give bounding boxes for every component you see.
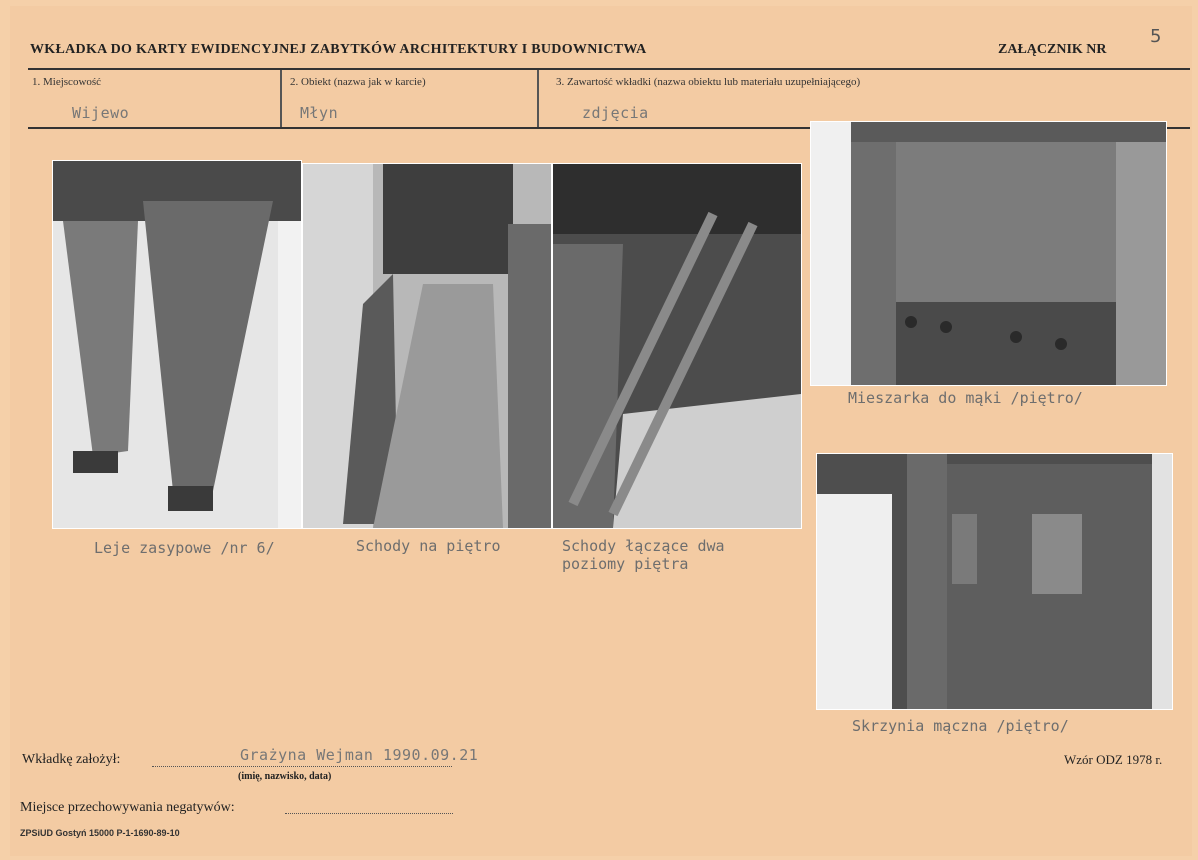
- photo-stairs-up: [302, 163, 552, 529]
- caption-ladder-stairs-line2: poziomy piętra: [562, 555, 689, 573]
- field-value-locality: Wijewo: [72, 104, 130, 122]
- print-info: ZPSiUD Gostyń 15000 P-1-1690-89-10: [20, 828, 180, 838]
- annex-number: 5: [1150, 26, 1162, 47]
- creator-value: Grażyna Wejman 1990.09.21: [240, 746, 479, 764]
- field-label-object: 2. Obiekt (nazwa jak w karcie): [290, 76, 426, 88]
- photo-flour-chest: [816, 453, 1173, 710]
- header-rule-top: [28, 68, 1190, 70]
- caption-flour-mixer: Mieszarka do mąki /piętro/: [848, 389, 1083, 407]
- field-label-locality: 1. Miejscowość: [32, 76, 102, 88]
- field-value-contents: zdjęcia: [582, 104, 649, 122]
- caption-stairs-up: Schody na piętro: [356, 537, 501, 555]
- field-value-object: Młyn: [300, 104, 339, 122]
- photo-hoppers: [52, 160, 302, 529]
- creator-hint: (imię, nazwisko, data): [238, 771, 332, 782]
- field-label-contents: 3. Zawartość wkładki (nazwa obiektu lub materiału uzupełniającego): [556, 76, 861, 88]
- form-title: WKŁADKA DO KARTY EWIDENCYJNEJ ZABYTKÓW ARCHITEKTURY I BUDOWNICTWA: [30, 42, 647, 57]
- negatives-line: [285, 813, 453, 814]
- record-card: [10, 6, 1192, 856]
- caption-flour-chest: Skrzynia mączna /piętro/: [852, 717, 1069, 735]
- field-divider-1: [280, 70, 282, 127]
- caption-ladder-stairs-line1: Schody łączące dwa: [562, 537, 725, 555]
- template-version: Wzór ODZ 1978 r.: [1064, 752, 1163, 767]
- creator-line: [152, 766, 452, 767]
- annex-label: ZAŁĄCZNIK NR: [998, 42, 1107, 57]
- caption-hoppers: Leje zasypowe /nr 6/: [94, 539, 275, 557]
- photo-ladder-stairs: [552, 163, 802, 529]
- photo-flour-mixer: [810, 121, 1167, 386]
- creator-label: Wkładkę założył:: [22, 752, 121, 767]
- field-divider-2: [537, 70, 539, 127]
- negatives-label: Miejsce przechowywania negatywów:: [20, 800, 235, 815]
